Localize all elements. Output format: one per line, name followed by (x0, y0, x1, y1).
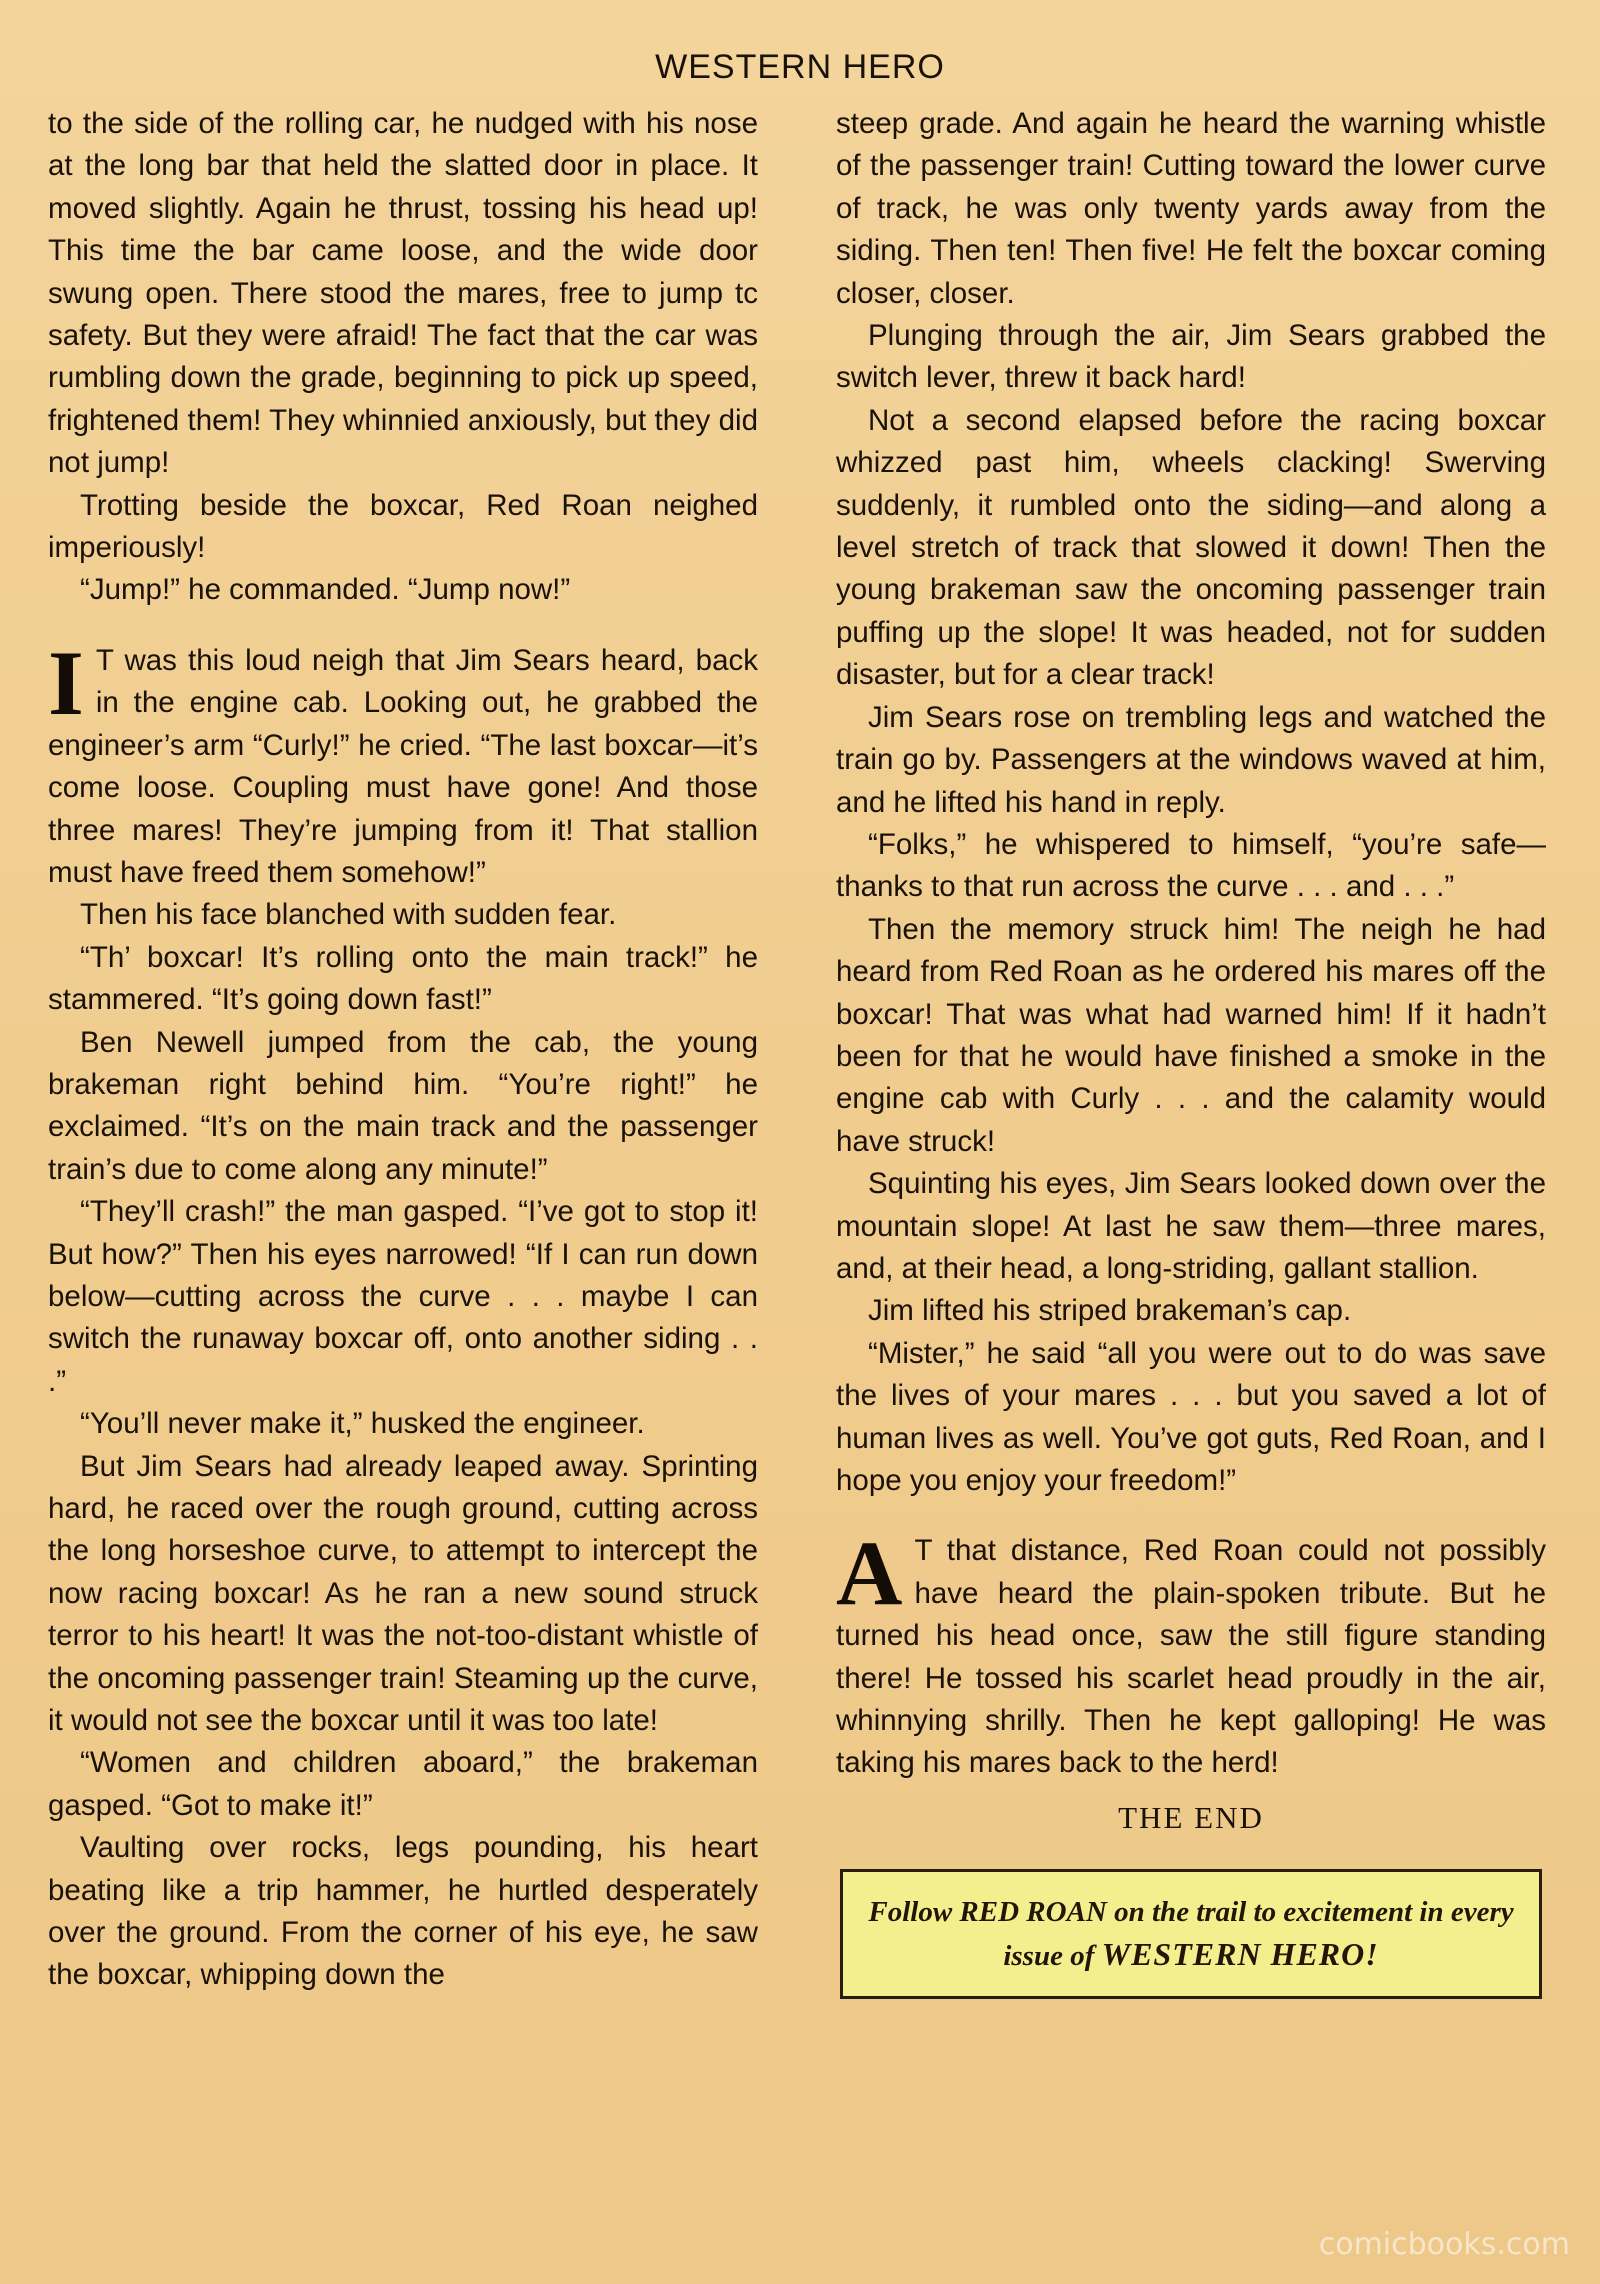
paragraph-text: Then the memory struck him! The neigh he had heard from Red Roan as he ordered his mares off the boxcar! That was what had warned him! If it hadn’t been for that he would have finished a smoke in the engine cab with Curly . . . and the calamity would have struck! (836, 912, 1546, 1158)
paragraph (48, 937, 758, 1022)
the-end-label: THE END (1118, 1799, 1264, 1835)
paragraph-text: Trotting beside the boxcar, Red Roan neighed imperiously! (48, 488, 758, 565)
paragraph-text: Then his face blanched with sudden fear. (80, 898, 617, 932)
paragraph-text: Not a second elapsed before the racing boxcar whizzed past him, wheels clacking! Swerving suddenly, it rumbled onto the siding—and along a level stretch of track that slowed it down! Then the young brakeman saw the oncoming passenger train puffing up the slope! It was headed, not for sudden disaster, but for a clear track! (836, 403, 1546, 692)
page-header: WESTERN HERO (655, 48, 945, 86)
paragraph (836, 909, 1546, 1163)
promo-suffix: on the trail to excitement in every issue of (1003, 1896, 1514, 1973)
paragraph-text: Squinting his eyes, Jim Sears looked down over the mountain slope! At last he saw them—three mares, and, at their head, a long-striding, gallant stallion. (836, 1167, 1546, 1285)
paragraph-text: “Th’ boxcar! It’s rolling onto the main track!” he stammered. “It’s going down fast!” (48, 940, 758, 1017)
drop-cap: A (836, 1522, 903, 1625)
paragraph-text: “Jump!” he commanded. “Jump now!” (80, 573, 571, 607)
paragraph-text: Jim Sears rose on trembling legs and watched the train go by. Passengers at the windows waved at him, and he lifted his hand in reply. (836, 700, 1546, 819)
paragraph (48, 103, 758, 485)
paragraph-text: But Jim Sears had already leaped away. Sprinting hard, he raced over the rough ground, cutting across the long horseshoe curve, to attempt to intercept the now racing boxcar! As he ran a new sound struck terror to his heart! It was the not-too-distant whistle of the oncoming passenger train! Steaming up the curve, it would not see the boxcar until it was too late! (48, 1449, 758, 1738)
paragraph (836, 315, 1546, 400)
paragraph-text: Ben Newell jumped from the cab, the young brakeman right behind him. “You’re right!” he exclaimed. “It’s on the main track and the passenger train’s due to come along any minute!” (48, 1025, 758, 1186)
paragraph (48, 1742, 758, 1827)
paragraph-text: Jim lifted his striped brakeman’s cap. (868, 1294, 1352, 1328)
paragraph (836, 400, 1546, 697)
drop-cap: I (48, 631, 84, 734)
paragraph-text: “They’ll crash!” the man gasped. “I’ve got to stop it! But how?” Then his eyes narrowed! “If I can run down below—cutting across the curve . . . maybe I can switch the runaway boxcar off, onto another siding . . .” (48, 1195, 758, 1398)
paragraph-text: “Mister,” he said “all you were out to do was save the lives of your mares . . . but you saved a lot of human lives as well. You’ve got guts, Red Roan, and I hope you enjoy your freedom!” (836, 1336, 1546, 1497)
paragraph-text: Plunging through the air, Jim Sears grabbed the switch lever, threw it back hard! (836, 319, 1546, 395)
paragraph-text: “Folks,” he whispered to himself, “you’re safe—thanks to that run across the curve . . . and . . .” (836, 827, 1546, 904)
paragraph (836, 103, 1546, 315)
paragraph (48, 569, 758, 611)
paragraph (836, 1522, 1546, 1784)
promo-box (840, 1869, 1542, 1999)
promo-title: WESTERN HERO! (1101, 1936, 1379, 1973)
promo-name: RED ROAN (959, 1896, 1107, 1929)
paragraph (836, 697, 1546, 824)
left-column (48, 103, 758, 1997)
paragraph (836, 824, 1546, 909)
paragraph-text: “You’ll never make it,” husked the engineer. (80, 1407, 645, 1441)
promo-prefix: Follow (868, 1896, 960, 1929)
paragraph (836, 1333, 1546, 1503)
paragraph (836, 1290, 1546, 1332)
paragraph (48, 1191, 758, 1403)
paragraph (48, 485, 758, 570)
paragraph-text: T was this loud neigh that Jim Sears heard, back in the engine cab. Looking out, he grabbed the engineer’s arm “Curly!” he cried. “The last boxcar—it’s come loose. Coupling must have gone! And those three mares! They’re jumping from it! That stallion must have freed them somehow!” (48, 643, 758, 889)
right-column (836, 103, 1546, 1999)
paragraph (48, 1446, 758, 1743)
watermark: comicbooks.com (1318, 2227, 1570, 2262)
paragraph-text: “Women and children aboard,” the brakeman gasped. “Got to make it!” (48, 1746, 758, 1822)
paragraph (48, 1022, 758, 1192)
paragraph-text: Vaulting over rocks, legs pounding, his heart beating like a trip hammer, he hurtled desperately over the ground. From the corner of his eye, he saw the boxcar, whipping down the (48, 1831, 758, 1992)
paragraph-text: to the side of the rolling car, he nudged with his nose at the long bar that held the slatted door in place. It moved slightly. Again he thrust, tossing his head up! This time the bar came loose, and the wide door swung open. There stood the mares, free to jump tc safety. But they were afraid! The fact that the car was rumbling down the grade, beginning to pick up speed, frightened them! They whinnied anxiously, but they did not jump! (48, 107, 758, 480)
paragraph (48, 631, 758, 894)
paragraph (48, 1403, 758, 1445)
paragraph (48, 1827, 758, 1997)
paragraph (836, 1163, 1546, 1290)
promo-text (867, 1891, 1515, 1977)
paragraph-text: T that distance, Red Roan could not possibly have heard the plain-spoken tribute. But he turned his head once, saw the still figure standing there! He tossed his scarlet head proudly in the air, whinnying shrilly. Then he kept galloping! He was taking his mares back to the herd! (836, 1534, 1546, 1780)
paragraph-text: steep grade. And again he heard the warning whistle of the passenger train! Cutting toward the lower curve of track, he was only twenty yards away from the siding. Then ten! Then five! He felt the boxcar coming closer, closer. (836, 107, 1546, 310)
paragraph (48, 894, 758, 936)
